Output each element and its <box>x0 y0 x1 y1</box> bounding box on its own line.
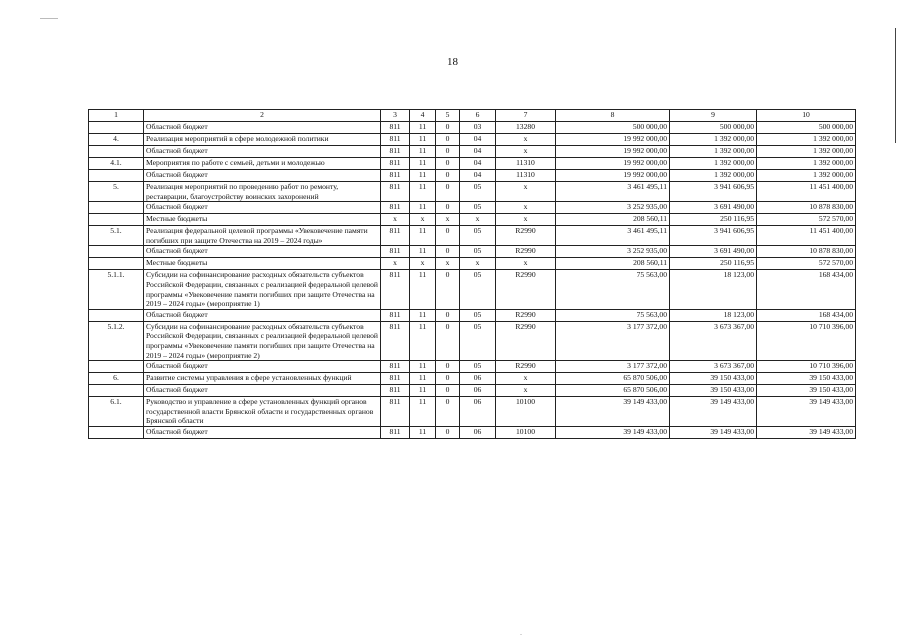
code-cell: 11 <box>410 373 436 385</box>
row-number-cell <box>89 170 144 182</box>
amount-cell: 39 149 433,00 <box>556 426 670 438</box>
row-number-cell: 6.1. <box>89 397 144 427</box>
amount-cell: 39 149 433,00 <box>670 426 757 438</box>
amount-cell: 3 461 495,11 <box>556 182 670 202</box>
amount-cell: 3 461 495,11 <box>556 226 670 246</box>
code-cell: 11 <box>410 158 436 170</box>
code-cell: 811 <box>381 158 410 170</box>
code-cell: R2990 <box>496 270 556 309</box>
amount-cell: 3 252 935,00 <box>556 246 670 258</box>
code-cell: 03 <box>460 122 496 134</box>
code-cell: 811 <box>381 270 410 309</box>
amount-cell: 3 691 490,00 <box>670 202 757 214</box>
header-cell: 9 <box>670 110 757 122</box>
amount-cell: 168 434,00 <box>757 270 856 309</box>
code-cell: х <box>410 258 436 270</box>
amount-cell: 19 992 000,00 <box>556 158 670 170</box>
scan-corner-mark <box>40 18 58 19</box>
code-cell: 11310 <box>496 158 556 170</box>
amount-cell: 1 392 000,00 <box>670 146 757 158</box>
code-cell: 04 <box>460 134 496 146</box>
code-cell: 11 <box>410 170 436 182</box>
row-name-cell: Развитие системы управления в сфере установленных функций <box>144 373 381 385</box>
row-number-cell <box>89 202 144 214</box>
row-name-cell: Субсидии на софинансирование расходных обязательств субъектов Российской Федерации, связанных с реализацией федеральной целевой программы «Увековечение памяти погибших при защите Отечества на 2019 – 2024 годы» (мероприятие 2) <box>144 321 381 360</box>
row-name-cell: Областной бюджет <box>144 246 381 258</box>
code-cell: 0 <box>436 226 460 246</box>
table-row <box>89 182 856 202</box>
amount-cell: 1 392 000,00 <box>757 170 856 182</box>
code-cell: 0 <box>436 146 460 158</box>
code-cell: х <box>496 373 556 385</box>
row-number-cell <box>89 214 144 226</box>
code-cell: 811 <box>381 361 410 373</box>
header-cell: 3 <box>381 110 410 122</box>
code-cell: R2990 <box>496 226 556 246</box>
amount-cell: 250 116,95 <box>670 214 757 226</box>
code-cell: 10100 <box>496 426 556 438</box>
code-cell: 0 <box>436 270 460 309</box>
row-name-cell: Реализация федеральной целевой программы «Увековечение памяти погибших при защите Отечества на 2019 – 2024 годы» <box>144 226 381 246</box>
table-row <box>89 258 856 270</box>
code-cell: х <box>381 258 410 270</box>
code-cell: R2990 <box>496 321 556 360</box>
amount-cell: 39 149 433,00 <box>670 397 757 427</box>
code-cell: 05 <box>460 182 496 202</box>
code-cell: х <box>496 146 556 158</box>
table-row <box>89 246 856 258</box>
code-cell: 811 <box>381 182 410 202</box>
code-cell: 0 <box>436 170 460 182</box>
code-cell: х <box>436 214 460 226</box>
code-cell: 0 <box>436 246 460 258</box>
row-number-cell <box>89 122 144 134</box>
amount-cell: 18 123,00 <box>670 309 757 321</box>
header-cell: 4 <box>410 110 436 122</box>
amount-cell: 11 451 400,00 <box>757 226 856 246</box>
code-cell: 811 <box>381 202 410 214</box>
code-cell: 0 <box>436 426 460 438</box>
code-cell: 11 <box>410 226 436 246</box>
row-number-cell: 5.1. <box>89 226 144 246</box>
table-header-row <box>89 110 856 122</box>
table-row <box>89 202 856 214</box>
amount-cell: 10 878 830,00 <box>757 202 856 214</box>
amount-cell: 1 392 000,00 <box>670 134 757 146</box>
code-cell: х <box>496 202 556 214</box>
code-cell: 11 <box>410 246 436 258</box>
amount-cell: 3 252 935,00 <box>556 202 670 214</box>
amount-cell: 500 000,00 <box>556 122 670 134</box>
row-number-cell <box>89 246 144 258</box>
row-name-cell: Местные бюджеты <box>144 214 381 226</box>
amount-cell: 10 710 396,00 <box>757 361 856 373</box>
row-number-cell <box>89 361 144 373</box>
row-name-cell: Областной бюджет <box>144 426 381 438</box>
amount-cell: 3 941 606,95 <box>670 182 757 202</box>
amount-cell: 250 116,95 <box>670 258 757 270</box>
amount-cell: 75 563,00 <box>556 309 670 321</box>
code-cell: 0 <box>436 202 460 214</box>
code-cell: 11 <box>410 146 436 158</box>
amount-cell: 39 149 433,00 <box>757 397 856 427</box>
amount-cell: 65 870 506,00 <box>556 373 670 385</box>
code-cell: х <box>460 214 496 226</box>
table-row <box>89 309 856 321</box>
code-cell: R2990 <box>496 361 556 373</box>
code-cell: 811 <box>381 426 410 438</box>
code-cell: 811 <box>381 309 410 321</box>
row-name-cell: Областной бюджет <box>144 170 381 182</box>
table-row <box>89 385 856 397</box>
code-cell: 04 <box>460 146 496 158</box>
code-cell: 05 <box>460 321 496 360</box>
row-name-cell: Руководство и управление в сфере установленных функций органов государственной власти Брянской области и государственных органов Брянской области <box>144 397 381 427</box>
code-cell: 11 <box>410 202 436 214</box>
row-name-cell: Мероприятия по работе с семьей, детьми и молодежью <box>144 158 381 170</box>
row-name-cell: Областной бюджет <box>144 202 381 214</box>
row-number-cell: 5.1.2. <box>89 321 144 360</box>
row-name-cell: Областной бюджет <box>144 361 381 373</box>
header-cell: 5 <box>436 110 460 122</box>
row-name-cell: Областной бюджет <box>144 146 381 158</box>
code-cell: 0 <box>436 361 460 373</box>
table-row <box>89 426 856 438</box>
code-cell: 811 <box>381 397 410 427</box>
amount-cell: 39 149 433,00 <box>556 397 670 427</box>
amount-cell: 39 150 433,00 <box>757 385 856 397</box>
amount-cell: 18 123,00 <box>670 270 757 309</box>
code-cell: х <box>381 214 410 226</box>
code-cell: 11310 <box>496 170 556 182</box>
code-cell: 05 <box>460 361 496 373</box>
code-cell: 11 <box>410 426 436 438</box>
amount-cell: 1 392 000,00 <box>757 134 856 146</box>
code-cell: х <box>436 258 460 270</box>
code-cell: 811 <box>381 246 410 258</box>
amount-cell: 19 992 000,00 <box>556 170 670 182</box>
code-cell: R2990 <box>496 246 556 258</box>
row-number-cell: 4.1. <box>89 158 144 170</box>
code-cell: х <box>496 258 556 270</box>
amount-cell: 39 150 433,00 <box>670 373 757 385</box>
row-name-cell: Областной бюджет <box>144 309 381 321</box>
page-number: 18 <box>447 56 458 68</box>
code-cell: х <box>496 134 556 146</box>
header-cell: 7 <box>496 110 556 122</box>
amount-cell: 208 560,11 <box>556 214 670 226</box>
amount-cell: 1 392 000,00 <box>757 158 856 170</box>
code-cell: 05 <box>460 270 496 309</box>
amount-cell: 39 150 433,00 <box>670 385 757 397</box>
row-name-cell: Местные бюджеты <box>144 258 381 270</box>
row-number-cell <box>89 309 144 321</box>
amount-cell: 3 177 372,00 <box>556 361 670 373</box>
amount-cell: 1 392 000,00 <box>670 158 757 170</box>
scan-dot: . <box>520 628 522 637</box>
code-cell: 811 <box>381 170 410 182</box>
code-cell: 0 <box>436 321 460 360</box>
table-row <box>89 397 856 427</box>
code-cell: 0 <box>436 158 460 170</box>
code-cell: 06 <box>460 373 496 385</box>
row-number-cell: 6. <box>89 373 144 385</box>
code-cell: х <box>496 214 556 226</box>
row-number-cell <box>89 426 144 438</box>
code-cell: 0 <box>436 309 460 321</box>
amount-cell: 39 150 433,00 <box>757 373 856 385</box>
code-cell: 05 <box>460 246 496 258</box>
budget-table <box>88 109 856 439</box>
code-cell: 0 <box>436 397 460 427</box>
row-name-cell: Областной бюджет <box>144 385 381 397</box>
code-cell: 11 <box>410 122 436 134</box>
code-cell: 811 <box>381 146 410 158</box>
table-row <box>89 158 856 170</box>
code-cell: 11 <box>410 361 436 373</box>
amount-cell: 3 673 367,00 <box>670 361 757 373</box>
row-name-cell: Реализация мероприятий по проведению работ по ремонту, реставрации, благоустройству воинских захоронений <box>144 182 381 202</box>
code-cell: 0 <box>436 182 460 202</box>
code-cell: 11 <box>410 397 436 427</box>
header-cell: 6 <box>460 110 496 122</box>
amount-cell: 3 941 606,95 <box>670 226 757 246</box>
row-number-cell: 5. <box>89 182 144 202</box>
code-cell: 0 <box>436 134 460 146</box>
code-cell: 06 <box>460 397 496 427</box>
code-cell: 11 <box>410 309 436 321</box>
code-cell: 811 <box>381 122 410 134</box>
amount-cell: 572 570,00 <box>757 258 856 270</box>
code-cell: 11 <box>410 182 436 202</box>
table-row <box>89 373 856 385</box>
amount-cell: 65 870 506,00 <box>556 385 670 397</box>
amount-cell: 19 992 000,00 <box>556 146 670 158</box>
code-cell: 05 <box>460 309 496 321</box>
amount-cell: 75 563,00 <box>556 270 670 309</box>
row-name-cell: Реализация мероприятий в сфере молодежной политики <box>144 134 381 146</box>
code-cell: 811 <box>381 385 410 397</box>
code-cell: 05 <box>460 226 496 246</box>
code-cell: 04 <box>460 158 496 170</box>
code-cell: 811 <box>381 373 410 385</box>
header-cell: 10 <box>757 110 856 122</box>
table-row <box>89 122 856 134</box>
code-cell: 811 <box>381 321 410 360</box>
table-row <box>89 321 856 360</box>
amount-cell: 1 392 000,00 <box>670 170 757 182</box>
amount-cell: 168 434,00 <box>757 309 856 321</box>
code-cell: R2990 <box>496 309 556 321</box>
header-cell: 2 <box>144 110 381 122</box>
code-cell: 06 <box>460 385 496 397</box>
amount-cell: 3 691 490,00 <box>670 246 757 258</box>
code-cell: 13280 <box>496 122 556 134</box>
row-number-cell: 4. <box>89 134 144 146</box>
code-cell: х <box>460 258 496 270</box>
amount-cell: 572 570,00 <box>757 214 856 226</box>
table-row <box>89 361 856 373</box>
code-cell: х <box>496 385 556 397</box>
table-row <box>89 226 856 246</box>
row-name-cell: Субсидии на софинансирование расходных обязательств субъектов Российской Федерации, связанных с реализацией федеральной целевой программы «Увековечение памяти погибших при защите Отечества на 2019 – 2024 годы» (мероприятие 1) <box>144 270 381 309</box>
header-cell: 8 <box>556 110 670 122</box>
code-cell: 06 <box>460 426 496 438</box>
header-cell: 1 <box>89 110 144 122</box>
amount-cell: 39 149 433,00 <box>757 426 856 438</box>
table-body <box>89 122 856 439</box>
amount-cell: 19 992 000,00 <box>556 134 670 146</box>
row-name-cell: Областной бюджет <box>144 122 381 134</box>
amount-cell: 208 560,11 <box>556 258 670 270</box>
table-row <box>89 146 856 158</box>
amount-cell: 500 000,00 <box>757 122 856 134</box>
amount-cell: 3 673 367,00 <box>670 321 757 360</box>
code-cell: 05 <box>460 202 496 214</box>
code-cell: 11 <box>410 321 436 360</box>
code-cell: 0 <box>436 122 460 134</box>
amount-cell: 10 710 396,00 <box>757 321 856 360</box>
table-row <box>89 134 856 146</box>
table-row <box>89 214 856 226</box>
code-cell: 0 <box>436 373 460 385</box>
row-number-cell <box>89 258 144 270</box>
amount-cell: 10 878 830,00 <box>757 246 856 258</box>
code-cell: х <box>410 214 436 226</box>
code-cell: 10100 <box>496 397 556 427</box>
table-row <box>89 270 856 309</box>
amount-cell: 3 177 372,00 <box>556 321 670 360</box>
code-cell: 0 <box>436 385 460 397</box>
amount-cell: 500 000,00 <box>670 122 757 134</box>
row-number-cell <box>89 385 144 397</box>
code-cell: х <box>496 182 556 202</box>
code-cell: 11 <box>410 385 436 397</box>
code-cell: 11 <box>410 270 436 309</box>
row-number-cell: 5.1.1. <box>89 270 144 309</box>
table-row <box>89 170 856 182</box>
row-number-cell <box>89 146 144 158</box>
page-edge-rule <box>895 28 896 143</box>
amount-cell: 1 392 000,00 <box>757 146 856 158</box>
code-cell: 04 <box>460 170 496 182</box>
code-cell: 11 <box>410 134 436 146</box>
amount-cell: 11 451 400,00 <box>757 182 856 202</box>
code-cell: 811 <box>381 226 410 246</box>
code-cell: 811 <box>381 134 410 146</box>
